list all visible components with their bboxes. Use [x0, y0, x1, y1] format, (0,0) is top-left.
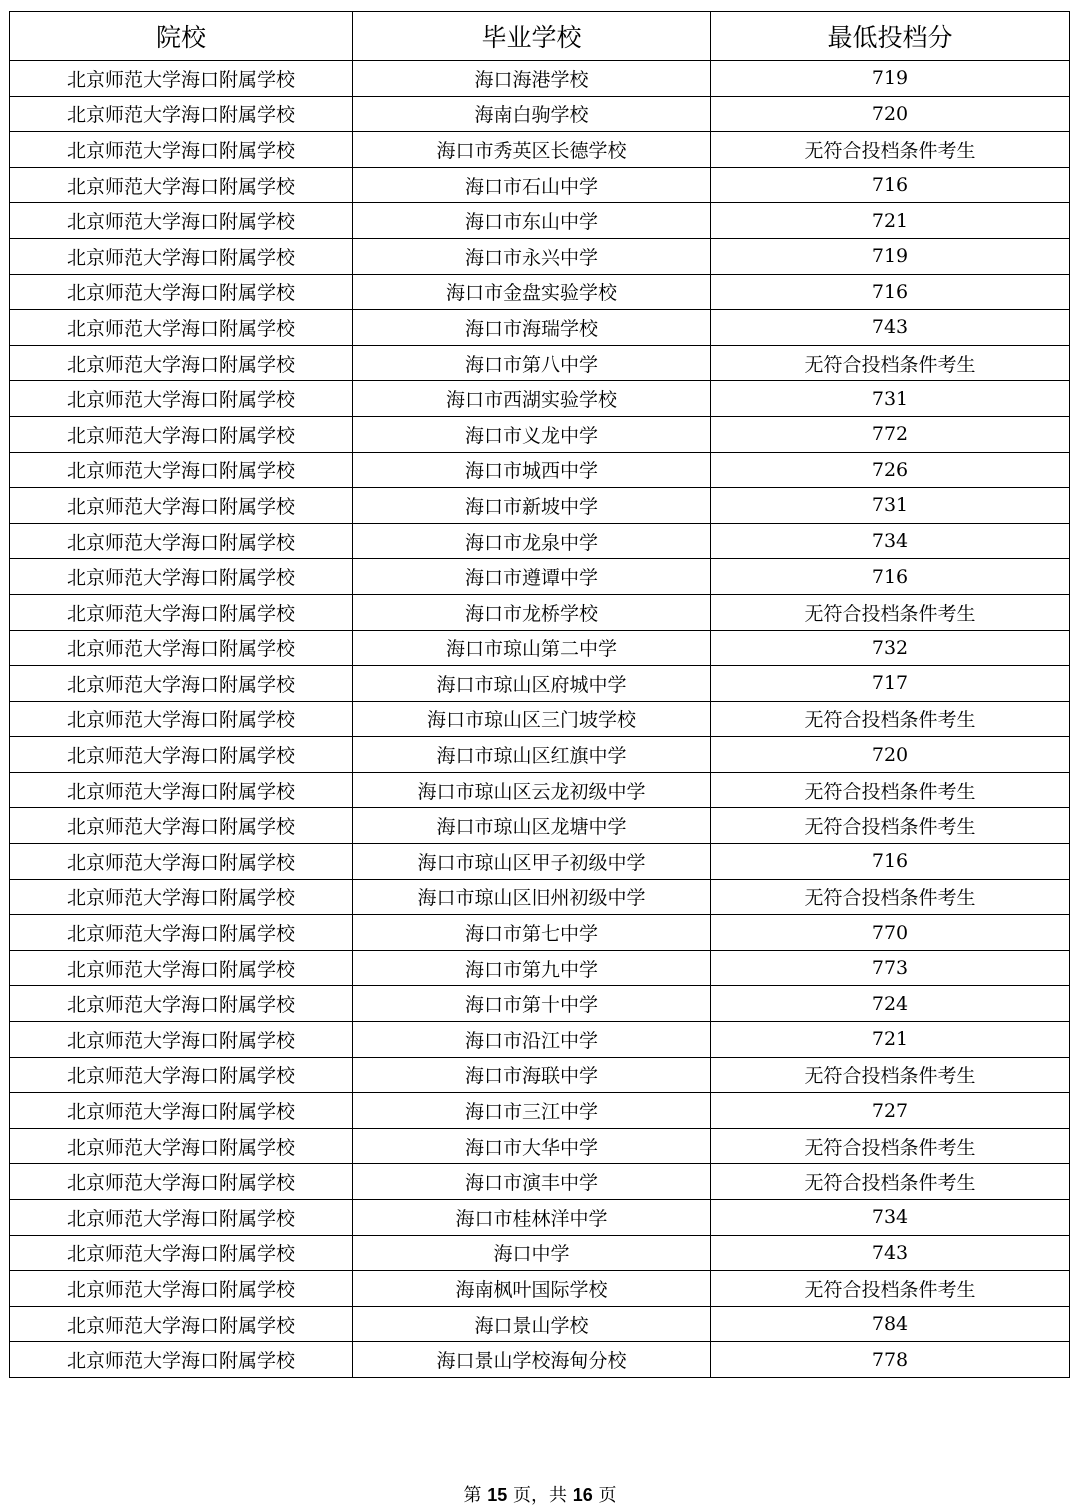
- header-institution: 院校: [10, 12, 353, 61]
- table-row: [10, 1128, 1070, 1164]
- cell-graduation-school: 海口市沿江中学: [353, 1022, 711, 1058]
- table-row: [10, 132, 1070, 168]
- table-row: [10, 844, 1070, 880]
- cell-institution: 北京师范大学海口附属学校: [10, 345, 353, 381]
- cell-min-score: 无符合投档条件考生: [711, 1271, 1070, 1307]
- cell-min-score: 716: [711, 167, 1070, 203]
- cell-min-score: 无符合投档条件考生: [711, 132, 1070, 168]
- cell-min-score: 773: [711, 950, 1070, 986]
- cell-graduation-school: 海口市金盘实验学校: [353, 274, 711, 310]
- cell-institution: 北京师范大学海口附属学校: [10, 559, 353, 595]
- footer-middle: 页，共: [513, 1485, 567, 1506]
- cell-graduation-school: 海口市龙桥学校: [353, 594, 711, 630]
- cell-min-score: 716: [711, 274, 1070, 310]
- table-row: [10, 1057, 1070, 1093]
- table-row: [10, 1342, 1070, 1378]
- cell-graduation-school: 海口市西湖实验学校: [353, 381, 711, 417]
- cell-graduation-school: 海口中学: [353, 1235, 711, 1271]
- cell-institution: 北京师范大学海口附属学校: [10, 701, 353, 737]
- footer-total-pages: 16: [572, 1485, 593, 1505]
- cell-institution: 北京师范大学海口附属学校: [10, 61, 353, 97]
- header-graduation-school: 毕业学校: [353, 12, 711, 61]
- cell-min-score: 727: [711, 1093, 1070, 1129]
- cell-min-score: 717: [711, 666, 1070, 702]
- cell-min-score: 743: [711, 1235, 1070, 1271]
- cell-graduation-school: 海口市海联中学: [353, 1057, 711, 1093]
- cell-graduation-school: 海口市东山中学: [353, 203, 711, 239]
- cell-graduation-school: 海口市第七中学: [353, 915, 711, 951]
- cell-graduation-school: 海口市海瑞学校: [353, 310, 711, 346]
- table-row: [10, 808, 1070, 844]
- cell-graduation-school: 海口市琼山区旧州初级中学: [353, 879, 711, 915]
- table-row: [10, 203, 1070, 239]
- table-row: [10, 1022, 1070, 1058]
- table-row: [10, 96, 1070, 132]
- cell-min-score: 772: [711, 416, 1070, 452]
- cell-institution: 北京师范大学海口附属学校: [10, 772, 353, 808]
- cell-min-score: 784: [711, 1306, 1070, 1342]
- table-row: [10, 238, 1070, 274]
- cell-graduation-school: 海口市桂林洋中学: [353, 1200, 711, 1236]
- cell-institution: 北京师范大学海口附属学校: [10, 1200, 353, 1236]
- table-row: [10, 915, 1070, 951]
- cell-institution: 北京师范大学海口附属学校: [10, 1022, 353, 1058]
- header-min-score: 最低投档分: [711, 12, 1070, 61]
- table-row: [10, 559, 1070, 595]
- table-row: [10, 61, 1070, 97]
- cell-institution: 北京师范大学海口附属学校: [10, 986, 353, 1022]
- cell-graduation-school: 海口市新坡中学: [353, 488, 711, 524]
- cell-graduation-school: 海口市龙泉中学: [353, 523, 711, 559]
- table-row: [10, 630, 1070, 666]
- cell-institution: 北京师范大学海口附属学校: [10, 310, 353, 346]
- cell-institution: 北京师范大学海口附属学校: [10, 844, 353, 880]
- cell-institution: 北京师范大学海口附属学校: [10, 132, 353, 168]
- cell-graduation-school: 海口市石山中学: [353, 167, 711, 203]
- cell-min-score: 无符合投档条件考生: [711, 808, 1070, 844]
- cell-graduation-school: 海口海港学校: [353, 61, 711, 97]
- table-row: [10, 950, 1070, 986]
- cell-institution: 北京师范大学海口附属学校: [10, 666, 353, 702]
- table-row: [10, 274, 1070, 310]
- cell-min-score: 无符合投档条件考生: [711, 1128, 1070, 1164]
- cell-min-score: 731: [711, 381, 1070, 417]
- cell-graduation-school: 海口市第九中学: [353, 950, 711, 986]
- cell-min-score: 无符合投档条件考生: [711, 879, 1070, 915]
- cell-institution: 北京师范大学海口附属学校: [10, 808, 353, 844]
- cell-graduation-school: 海口市琼山区龙塘中学: [353, 808, 711, 844]
- cell-graduation-school: 海口市城西中学: [353, 452, 711, 488]
- cell-graduation-school: 海口市秀英区长德学校: [353, 132, 711, 168]
- table-row: [10, 1306, 1070, 1342]
- cell-institution: 北京师范大学海口附属学校: [10, 1306, 353, 1342]
- cell-graduation-school: 海口市琼山区府城中学: [353, 666, 711, 702]
- cell-institution: 北京师范大学海口附属学校: [10, 630, 353, 666]
- cell-graduation-school: 海口市第八中学: [353, 345, 711, 381]
- cell-graduation-school: 海南枫叶国际学校: [353, 1271, 711, 1307]
- cell-graduation-school: 海口市琼山区云龙初级中学: [353, 772, 711, 808]
- cell-min-score: 734: [711, 1200, 1070, 1236]
- cell-institution: 北京师范大学海口附属学校: [10, 950, 353, 986]
- cell-min-score: 无符合投档条件考生: [711, 345, 1070, 381]
- table-row: [10, 1200, 1070, 1236]
- cell-graduation-school: 海口市三江中学: [353, 1093, 711, 1129]
- cell-min-score: 无符合投档条件考生: [711, 1164, 1070, 1200]
- admission-score-table: [9, 11, 1070, 1378]
- table-row: [10, 879, 1070, 915]
- table-row: [10, 310, 1070, 346]
- table-row: [10, 1093, 1070, 1129]
- cell-min-score: 770: [711, 915, 1070, 951]
- table-row: [10, 452, 1070, 488]
- cell-institution: 北京师范大学海口附属学校: [10, 915, 353, 951]
- cell-min-score: 无符合投档条件考生: [711, 701, 1070, 737]
- table-row: [10, 488, 1070, 524]
- cell-min-score: 720: [711, 737, 1070, 773]
- cell-institution: 北京师范大学海口附属学校: [10, 1128, 353, 1164]
- cell-min-score: 724: [711, 986, 1070, 1022]
- cell-graduation-school: 海口市琼山区甲子初级中学: [353, 844, 711, 880]
- cell-graduation-school: 海口市遵谭中学: [353, 559, 711, 595]
- page-footer: [0, 1481, 1080, 1507]
- table-row: [10, 1164, 1070, 1200]
- table-body: [10, 61, 1070, 1378]
- cell-institution: 北京师范大学海口附属学校: [10, 1271, 353, 1307]
- cell-min-score: 743: [711, 310, 1070, 346]
- cell-graduation-school: 海南白驹学校: [353, 96, 711, 132]
- cell-institution: 北京师范大学海口附属学校: [10, 523, 353, 559]
- cell-min-score: 716: [711, 844, 1070, 880]
- table-header-row: [10, 12, 1070, 61]
- cell-institution: 北京师范大学海口附属学校: [10, 203, 353, 239]
- footer-prefix: 第: [463, 1485, 482, 1506]
- cell-institution: 北京师范大学海口附属学校: [10, 167, 353, 203]
- cell-min-score: 无符合投档条件考生: [711, 594, 1070, 630]
- cell-institution: 北京师范大学海口附属学校: [10, 1235, 353, 1271]
- table-row: [10, 416, 1070, 452]
- cell-min-score: 726: [711, 452, 1070, 488]
- cell-graduation-school: 海口市琼山区红旗中学: [353, 737, 711, 773]
- cell-institution: 北京师范大学海口附属学校: [10, 238, 353, 274]
- cell-institution: 北京师范大学海口附属学校: [10, 488, 353, 524]
- table-row: [10, 523, 1070, 559]
- cell-min-score: 721: [711, 203, 1070, 239]
- cell-institution: 北京师范大学海口附属学校: [10, 274, 353, 310]
- table-row: [10, 381, 1070, 417]
- cell-graduation-school: 海口景山学校: [353, 1306, 711, 1342]
- cell-min-score: 734: [711, 523, 1070, 559]
- cell-graduation-school: 海口市大华中学: [353, 1128, 711, 1164]
- cell-institution: 北京师范大学海口附属学校: [10, 96, 353, 132]
- footer-current-page: 15: [487, 1485, 508, 1505]
- table-row: [10, 772, 1070, 808]
- cell-graduation-school: 海口市永兴中学: [353, 238, 711, 274]
- table-row: [10, 167, 1070, 203]
- cell-graduation-school: 海口市琼山第二中学: [353, 630, 711, 666]
- cell-min-score: 719: [711, 61, 1070, 97]
- table-row: [10, 1271, 1070, 1307]
- cell-institution: 北京师范大学海口附属学校: [10, 1164, 353, 1200]
- cell-graduation-school: 海口市演丰中学: [353, 1164, 711, 1200]
- table-row: [10, 1235, 1070, 1271]
- cell-institution: 北京师范大学海口附属学校: [10, 381, 353, 417]
- cell-min-score: 无符合投档条件考生: [711, 1057, 1070, 1093]
- cell-graduation-school: 海口市琼山区三门坡学校: [353, 701, 711, 737]
- table-row: [10, 666, 1070, 702]
- cell-min-score: 778: [711, 1342, 1070, 1378]
- cell-institution: 北京师范大学海口附属学校: [10, 879, 353, 915]
- cell-institution: 北京师范大学海口附属学校: [10, 1057, 353, 1093]
- cell-institution: 北京师范大学海口附属学校: [10, 416, 353, 452]
- cell-institution: 北京师范大学海口附属学校: [10, 1093, 353, 1129]
- cell-min-score: 731: [711, 488, 1070, 524]
- cell-institution: 北京师范大学海口附属学校: [10, 737, 353, 773]
- cell-min-score: 无符合投档条件考生: [711, 772, 1070, 808]
- cell-institution: 北京师范大学海口附属学校: [10, 452, 353, 488]
- footer-suffix: 页: [598, 1485, 617, 1506]
- cell-graduation-school: 海口市第十中学: [353, 986, 711, 1022]
- table-row: [10, 594, 1070, 630]
- table-row: [10, 737, 1070, 773]
- cell-min-score: 720: [711, 96, 1070, 132]
- cell-graduation-school: 海口景山学校海甸分校: [353, 1342, 711, 1378]
- cell-min-score: 719: [711, 238, 1070, 274]
- cell-min-score: 716: [711, 559, 1070, 595]
- cell-graduation-school: 海口市义龙中学: [353, 416, 711, 452]
- table-row: [10, 986, 1070, 1022]
- cell-min-score: 721: [711, 1022, 1070, 1058]
- table-row: [10, 345, 1070, 381]
- cell-institution: 北京师范大学海口附属学校: [10, 594, 353, 630]
- table-row: [10, 701, 1070, 737]
- cell-min-score: 732: [711, 630, 1070, 666]
- cell-institution: 北京师范大学海口附属学校: [10, 1342, 353, 1378]
